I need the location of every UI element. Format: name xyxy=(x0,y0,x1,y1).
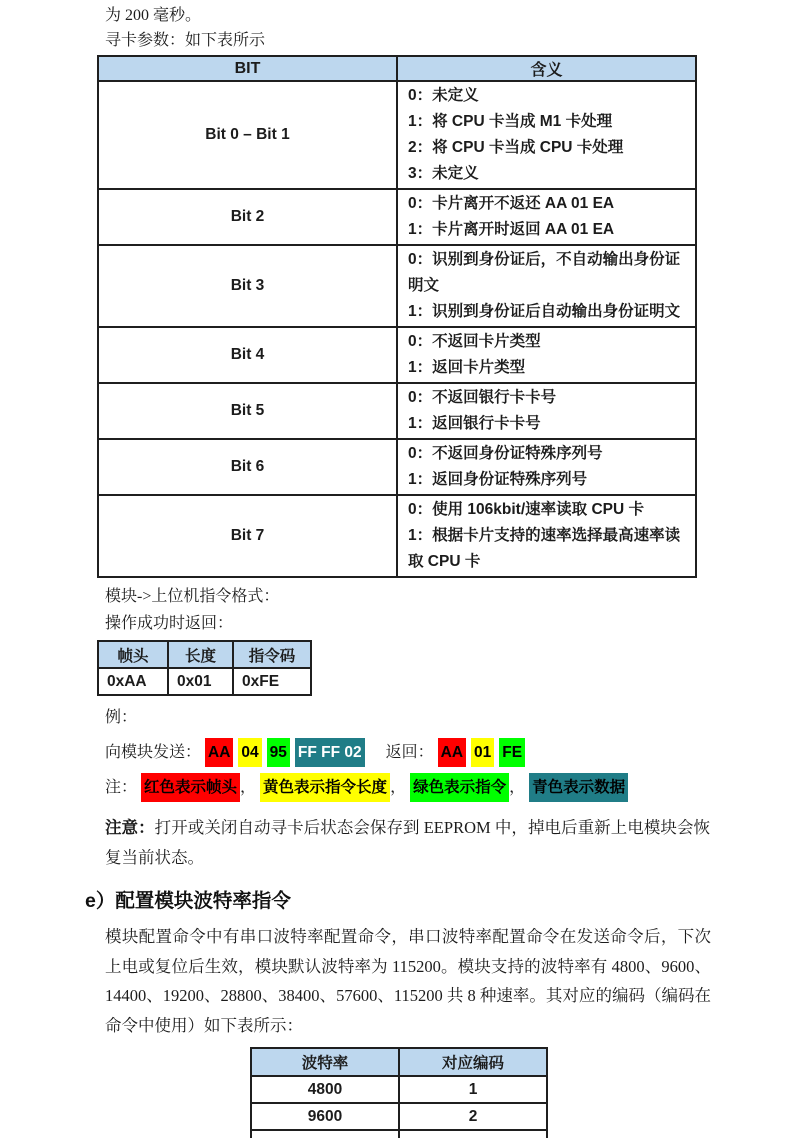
section-e-heading: e）配置模块波特率指令 xyxy=(85,890,291,912)
bit-label-cell: Bit 2 xyxy=(98,189,397,245)
bit-meaning-line: 1：卡片离开时返回 AA 01 EA xyxy=(408,221,615,238)
highlighted-byte: 黄色表示指令长度 xyxy=(260,773,390,802)
baud-table-body xyxy=(251,1076,547,1138)
bit-meaning-cell xyxy=(397,327,696,383)
notice-label: 注意： xyxy=(105,818,155,837)
baud-table-row xyxy=(251,1076,547,1103)
example-return-segments xyxy=(438,744,530,761)
frame-value-length: 0x01 xyxy=(168,668,233,695)
notice-text: 打开或关闭自动寻卡后状态会保存到 EEPROM 中，掉电后重新上电模块会恢复当前状态。 xyxy=(105,818,710,867)
baud-table-row-partial xyxy=(251,1130,547,1138)
bit-meaning-cell xyxy=(397,383,696,439)
frame-header-head: 帧头 xyxy=(98,641,168,668)
response-format-label: 模块->上位机指令格式： xyxy=(105,588,280,605)
frame-format-table xyxy=(97,640,312,696)
highlighted-byte: 绿色表示指令 xyxy=(410,773,509,802)
baud-table-header-row xyxy=(251,1048,547,1076)
note-label: 注： xyxy=(105,779,138,796)
bit-meaning-line: 0：不返回银行卡卡号 xyxy=(408,389,557,406)
bit-meaning-line: 1：将 CPU 卡当成 M1 卡处理 xyxy=(408,113,613,130)
bit-meaning-line: 3：未定义 xyxy=(408,165,479,182)
bit-meaning-line: 1：返回银行卡卡号 xyxy=(408,415,541,432)
baud-code-cell: 2 xyxy=(399,1103,547,1130)
bit-meaning-line: 1：根据卡片支持的速率选择最高速率读取 CPU 卡 xyxy=(408,527,681,570)
bit-label-cell: Bit 6 xyxy=(98,439,397,495)
frame-value-cmdcode: 0xFE xyxy=(233,668,311,695)
bit-meaning-cell xyxy=(397,245,696,327)
bit-label-cell: Bit 0 – Bit 1 xyxy=(98,81,397,189)
baud-header-code: 对应编码 xyxy=(399,1048,547,1076)
color-legend-line xyxy=(105,773,705,802)
baud-rate-cell: 9600 xyxy=(251,1103,399,1130)
bit-meaning-line: 1：识别到身份证后自动输出身份证明文 xyxy=(408,303,681,320)
bit-table-header-bit: BIT xyxy=(98,56,397,81)
frame-header-length: 长度 xyxy=(168,641,233,668)
highlighted-byte: AA xyxy=(438,738,466,767)
legend-separator: ， xyxy=(390,779,411,796)
bit-meaning-line: 1：返回身份证特殊序列号 xyxy=(408,471,588,488)
baud-rate-table xyxy=(250,1047,548,1138)
highlighted-byte: 红色表示帧头 xyxy=(141,773,240,802)
intro-line-1: 为 200 毫秒。 xyxy=(105,7,202,24)
highlighted-byte: 青色表示数据 xyxy=(529,773,628,802)
bit-meaning-line: 0：使用 106kbit/速率读取 CPU 卡 xyxy=(408,501,644,518)
legend-separator: ， xyxy=(509,779,530,796)
highlighted-byte: FF FF 02 xyxy=(295,738,365,767)
bit-table-row xyxy=(98,383,696,439)
bit-meaning-cell xyxy=(397,189,696,245)
bit-meaning-cell xyxy=(397,439,696,495)
example-send-line xyxy=(105,738,705,767)
bit-parameter-table xyxy=(97,55,697,578)
bit-table-header-meaning: 含义 xyxy=(397,56,696,81)
highlighted-byte: FE xyxy=(499,738,525,767)
bit-table-body xyxy=(98,81,696,577)
example-send-label: 向模块发送： xyxy=(105,744,202,761)
bit-label-cell: Bit 5 xyxy=(98,383,397,439)
baud-header-rate: 波特率 xyxy=(251,1048,399,1076)
baud-code-cell xyxy=(399,1130,547,1138)
bit-label-cell: Bit 7 xyxy=(98,495,397,577)
intro-line-2: 寻卡参数：如下表所示 xyxy=(105,32,266,49)
frame-value-head: 0xAA xyxy=(98,668,168,695)
baud-code-cell: 1 xyxy=(399,1076,547,1103)
bit-table-row xyxy=(98,81,696,189)
bit-label-cell: Bit 3 xyxy=(98,245,397,327)
highlighted-byte: 04 xyxy=(238,738,261,767)
bit-meaning-line: 0：卡片离开不返还 AA 01 EA xyxy=(408,195,615,212)
bit-meaning-line: 1：返回卡片类型 xyxy=(408,359,526,376)
legend-separator: ， xyxy=(240,779,261,796)
bit-meaning-line: 0：识别到身份证后，不自动输出身份证明文 xyxy=(408,251,681,294)
bit-table-header-row xyxy=(98,56,696,81)
bit-table-row xyxy=(98,327,696,383)
bit-table-row xyxy=(98,439,696,495)
frame-header-cmdcode: 指令码 xyxy=(233,641,311,668)
bit-table-row xyxy=(98,495,696,577)
bit-meaning-line: 0：不返回卡片类型 xyxy=(408,333,541,350)
bit-meaning-line: 0：不返回身份证特殊序列号 xyxy=(408,445,603,462)
baud-rate-cell xyxy=(251,1130,399,1138)
note-segments xyxy=(141,779,628,796)
frame-table-header-row xyxy=(98,641,311,668)
highlighted-byte: AA xyxy=(205,738,233,767)
example-return-label: 返回： xyxy=(385,744,434,761)
notice-paragraph xyxy=(105,813,710,873)
example-send-segments xyxy=(205,744,370,761)
highlighted-byte: 01 xyxy=(471,738,494,767)
frame-table-data-row xyxy=(98,668,311,695)
bit-label-cell: Bit 4 xyxy=(98,327,397,383)
bit-table-row xyxy=(98,245,696,327)
example-label: 例： xyxy=(105,709,138,726)
baud-rate-cell: 4800 xyxy=(251,1076,399,1103)
bit-meaning-line: 2：将 CPU 卡当成 CPU 卡处理 xyxy=(408,139,624,156)
baud-table-row xyxy=(251,1103,547,1130)
bit-table-row xyxy=(98,189,696,245)
bit-meaning-line: 0：未定义 xyxy=(408,87,479,104)
bit-meaning-cell xyxy=(397,81,696,189)
success-return-label: 操作成功时返回： xyxy=(105,615,234,632)
bit-meaning-cell xyxy=(397,495,696,577)
baud-rate-paragraph: 模块配置命令中有串口波特率配置命令，串口波特率配置命令在发送命令后，下次上电或复位后生效，模块默认波特率为 115200。模块支持的波特率有 4800、9600、14400、19200、28800、38400、57600、115200 共 8 种速率。其对应的编码（编码在命令中使用）如下表所示： xyxy=(105,927,711,1035)
highlighted-byte: 95 xyxy=(267,738,290,767)
